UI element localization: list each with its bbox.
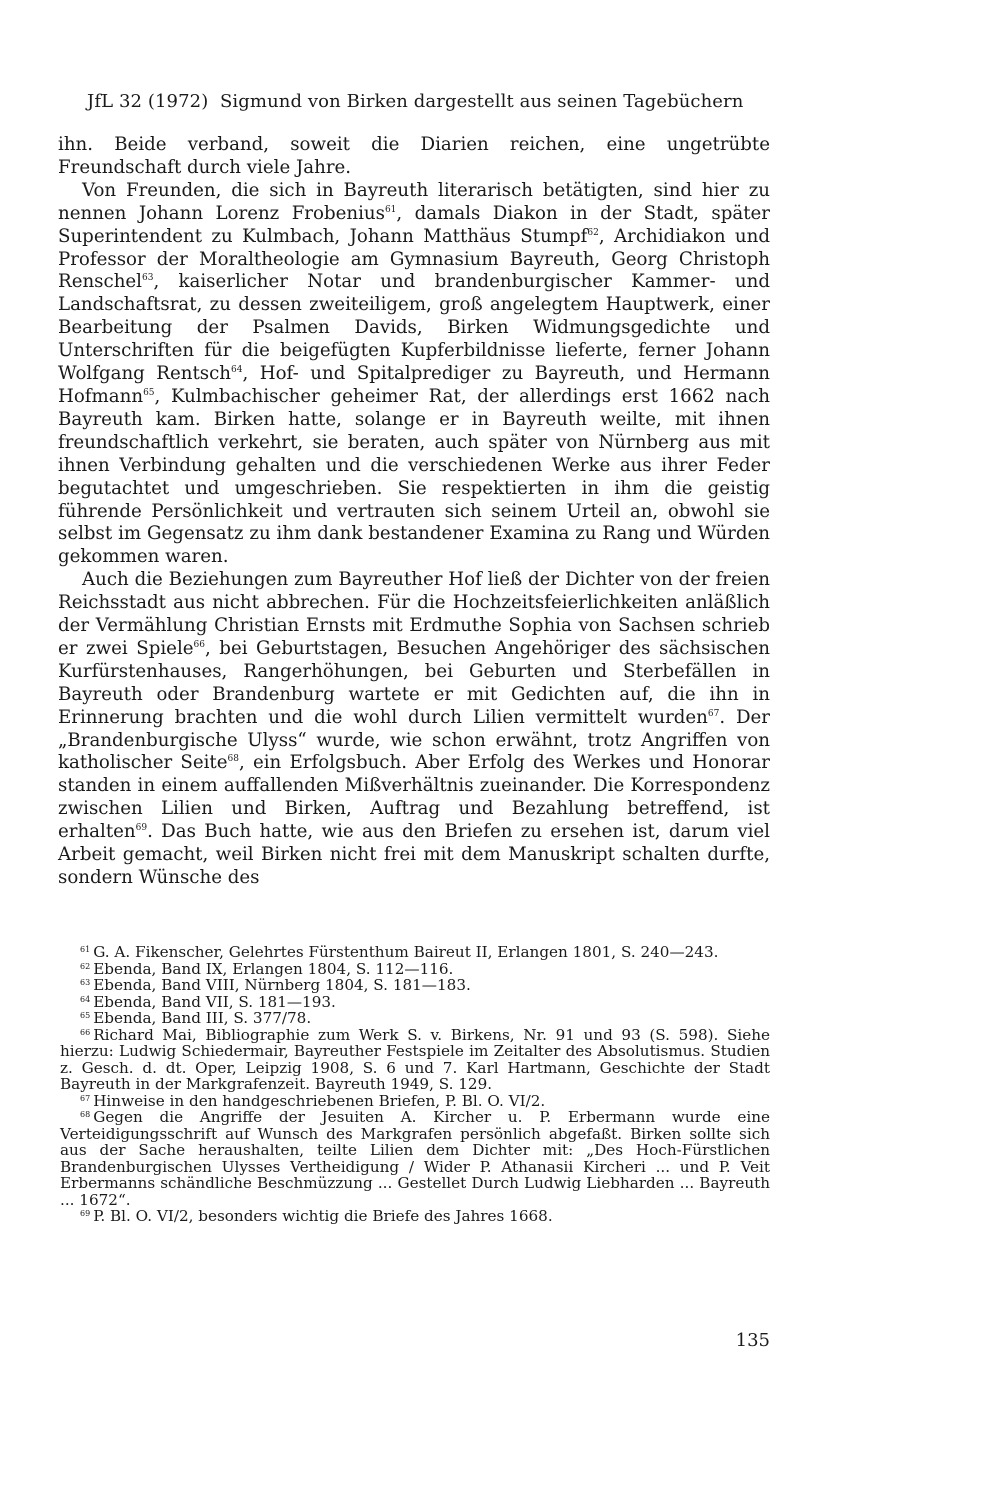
paragraph-1: ihn. Beide verband, soweit die Diarien reichen, eine ungetrübte Freundschaft durch viele Jahre. — [58, 134, 770, 178]
paragraph-2: Von Freunden, die sich in Bayreuth literarisch betätigten, sind hier zu nennen Johann Lorenz Frobenius$^{61}$, damals Diakon in der Stadt, später Superintendent zu Kulmbach, Johann Matthäus Stumpf$^{62}$, Archidiakon und Professor der Moraltheologie am Gymnasium Bayreuth, Georg Christoph Renschel$^{63}$, kaiserlicher Notar und brandenburgischer Kammer- und Landschaftsrat, zu dessen zweiteiligem, groß angelegtem Hauptwerk, einer Bearbeitung der Psalmen Davids, Birken Widmungsgedichte und Unterschriften für die beigefügten Kupferbildnisse lieferte, ferner Johann Wolfgang Rentsch$^{64}$, Hof- und Spitalprediger zu Bayreuth, und Hermann Hofmann$^{65}$, Kulmbachischer geheimer Rat, der allerdings erst 1662 nach Bayreuth kam. Birken hatte, solange er in Bayreuth weilte, mit ihnen freundschaftlich verkehrt, sie beraten, auch später von Nürnberg aus mit ihnen Verbindung gehalten und die verschiedenen Werke aus ihrer Feder begutachtet und umgeschrieben. Sie respektierten in ihm die geistig führende Persönlichkeit und vertrauten sich seinem Urteil an, obwohl sie selbst im Gegensatz zu ihm dank bestandener Examina zu Rang und Würden gekommen waren. — [58, 179, 770, 568]
footnote-ref-64: 64 — [231, 365, 243, 376]
footnote-ref-67: 67 — [707, 708, 720, 719]
paragraph-3: Auch die Beziehungen zum Bayreuther Hof ließ der Dichter von der freien Reichsstadt aus nicht abbrechen. Für die Hochzeitsfeierlichkeiten anläßlich der Vermählung Christian Ernsts mit Erdmuthe Sophia von Sachsen schrieb er zwei Spiele$^{66}$, bei Geburtstagen, Besuchen Angehöriger des sächsischen Kurfürstenhauses, Rangerhöhungen, bei Geburten und Sterbefällen in Bayreuth oder Brandenburg wartete er mit Gedichten auf, die ihn in Erinnerung brachten und die wohl durch Lilien vermittelt wurden$^{67}$. Der „Brandenburgische Ulyss“ wurde, wie schon erwähnt, trotz Angriffen von katholischer Seite$^{68}$, ein Erfolgsbuch. Aber Erfolg des Werkes und Honorar standen in einem auffallenden Mißverhältnis zueinander. Die Korrespondenz zwischen Lilien und Birken, Auftrag und Bezahlung betreffend, ist erhalten$^{69}$. Das Buch hatte, wie aus den Briefen zu ersehen ist, darum viel Arbeit gemacht, weil Birken nicht frei mit dem Manuskript schalten durfte, sondern Wünsche des — [58, 569, 771, 888]
footnote-68: $^{68}$ Gegen die Angriffe der Jesuiten A. Kircher u. P. Erbermann wurde eine Verteidigungsschrift auf Wunsch des Markgrafen persönlich abgefaßt. Birken sollte sich aus der Sache heraushalten, teilte Lilien dem Dichter mit: „Des Hoch-Fürstlichen Brandenburgischen Ulysses Vertheidigung / Wider P. Athanasii Kircheri ... und P. Veit Erbermanns schändliche Beschmüzzung ... Gestellet Durch Ludwig Liebharden ... Bayreuth ... 1672“. — [60, 1108, 770, 1209]
footnote-ref-66: 66 — [193, 639, 205, 650]
footnote-64: $^{64}$ Ebenda, Band VII, S. 181—193. — [80, 992, 336, 1011]
page-number: 135 — [735, 1330, 770, 1351]
footnote-67: $^{67}$ Hinweise in den handgeschriebenen Briefen, P. Bl. O. VI/2. — [80, 1091, 546, 1110]
footnote-ref-62: 62 — [587, 227, 599, 238]
footnote-ref-69: 69 — [135, 823, 148, 834]
footnote-ref-61: 61 — [384, 204, 397, 215]
footnote-65: $^{65}$ Ebenda, Band III, S. 377/78. — [80, 1009, 312, 1027]
running-title: Sigmund von Birken dargestellt aus seinen Tagebüchern — [220, 91, 744, 112]
footnote-62: $^{62}$ Ebenda, Band IX, Erlangen 1804, S. 112—116. — [80, 959, 454, 978]
footnote-ref-65: 65 — [143, 387, 155, 398]
footnote-61: $^{61}$ G. A. Fikenscher, Gelehrtes Fürstenthum Baireut II, Erlangen 1801, S. 240—243. — [80, 943, 719, 961]
running-header — [87, 90, 777, 114]
footnotes — [60, 944, 770, 1225]
footnote-63: $^{63}$ Ebenda, Band VIII, Nürnberg 1804, S. 181—183. — [80, 976, 471, 994]
footnote-66: $^{66}$ Richard Mai, Bibliographie zum Werk S. v. Birkens, Nr. 91 und 93 (S. 598). Siehe hierzu: Ludwig Schiedermair, Bayreuther Festspiele im Zeitalter des Absolutismus. Studien z. Gesch. d. dt. Oper, Leipzig 1908, S. 6 und 7. Karl Hartmann, Geschichte der Stadt Bayreuth in der Markgrafenzeit. Bayreuth 1949, S. 129. — [60, 1025, 770, 1093]
main-text — [58, 134, 770, 890]
footnote-ref-63: 63 — [141, 273, 154, 284]
footnote-69: $^{69}$ P. Bl. O. VI/2, besonders wichtig die Briefe des Jahres 1668. — [80, 1207, 553, 1225]
footnote-ref-68: 68 — [227, 754, 239, 765]
journal-reference: JfL 32 (1972) — [87, 91, 209, 112]
